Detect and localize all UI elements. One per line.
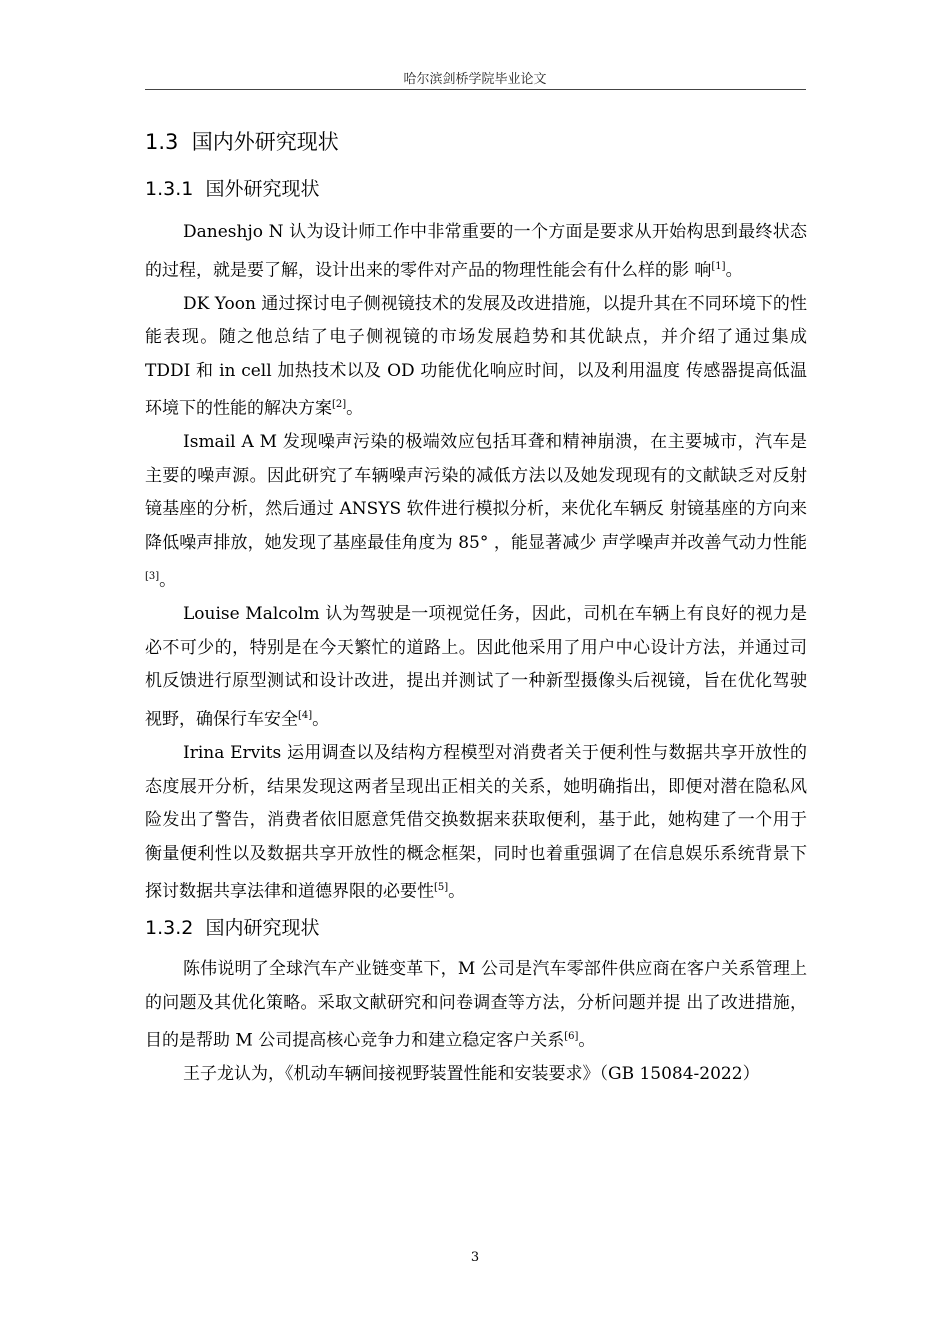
subsection-title: 国外研究现状 bbox=[205, 178, 320, 200]
section-heading bbox=[145, 122, 807, 162]
paragraph: Irina Ervits 运用调查以及结构方程模型对消费者关于便利性与数据共享开放性的态度展开分析，结果发现这两者呈现出正相关的关系，她明确指出，即便对潜在隐私风险发出了警告，消费者依旧愿意凭借交换数据来获取便利，基于此，她构建了一个用于衡量便利性以及数据共享开放性的概念框架，同时也着重强调了在信息娱乐系统背景下探讨数据共享法律和道德界限的必要性[5]。 bbox=[145, 743, 807, 902]
citation-marker: [2] bbox=[332, 399, 347, 411]
running-header: 哈尔滨剑桥学院毕业论文 bbox=[403, 72, 547, 87]
subsection-title: 国内研究现状 bbox=[205, 917, 320, 940]
subsection-heading-foreign bbox=[145, 162, 807, 216]
section-title: 国内外研究现状 bbox=[191, 130, 339, 154]
paragraph: Louise Malcolm 认为驾驶是一项视觉任务，因此，司机在车辆上有良好的视力是必不可少的，特别是在今天繁忙的道路上。因此他采用了用户中心设计方法，并通过司机反馈进行原型测试和设计改进，提出并测试了一种新型摄像头后视镜，旨在优化驾驶视野，确保行车安全[4]。 bbox=[145, 604, 807, 730]
citation-marker: [4] bbox=[298, 709, 313, 721]
paragraph: 陈伟说明了全球汽车产业链变革下，M 公司是汽车零部件供应商在客户关系管理上的问题及其优化策略。采取文献研究和问卷调查等方法，分析问题并提 出了改进措施， 目的是帮助 M 公司提高核心竞争力和建立稳定客户关系[6]。 bbox=[145, 959, 807, 1051]
citation-marker: [3] bbox=[145, 571, 160, 583]
paragraph: DK Yoon 通过探讨电子侧视镜技术的发展及改进措施，以提升其在不同环境下的性能表现。随之他总结了电子侧视镜的市场发展趋势和其优缺点，并介绍了通过集成 TDDI 和 in cell 加热技术以及 OD 功能优化响应时间，以及利用温度 传感器提高低温环境下的性能的解决方案[2]。 bbox=[145, 293, 807, 419]
subsection-heading-domestic bbox=[145, 909, 807, 947]
page-body bbox=[145, 122, 807, 1092]
subsection-number: 1.3.1 bbox=[145, 178, 194, 200]
paragraph: Daneshjo N 认为设计师工作中非常重要的一个方面是要求从开始构思到最终状态的过程，就是要了解，设计出来的零件对产品的物理性能会有什么样的影 响[1]。 bbox=[145, 222, 807, 281]
citation-marker: [5] bbox=[434, 882, 449, 894]
header-divider bbox=[145, 89, 806, 90]
citation-marker: [6] bbox=[564, 1031, 579, 1043]
citation-marker: [1] bbox=[711, 260, 726, 272]
page-number: 3 bbox=[470, 1250, 480, 1265]
paragraph: 王子龙认为，《机动车辆间接视野装置性能和安装要求》（GB 15084-2022） bbox=[183, 1064, 760, 1085]
paragraph: Ismail A M 发现噪声污染的极端效应包括耳聋和精神崩溃，在主要城市，汽车是主要的噪声源。因此研究了车辆噪声污染的减低方法以及她发现现有的文献缺乏对反射镜基座的分析，然后通过 ANSYS 软件进行模拟分析，来优化车辆反 射镜基座的方向来降低噪声排放，她发现了基座最佳角度为 85° ，能显著减少 声学噪声并改善气动力性能[3]。 bbox=[145, 432, 807, 591]
section-number: 1.3 bbox=[145, 130, 179, 154]
subsection-number: 1.3.2 bbox=[145, 917, 194, 940]
